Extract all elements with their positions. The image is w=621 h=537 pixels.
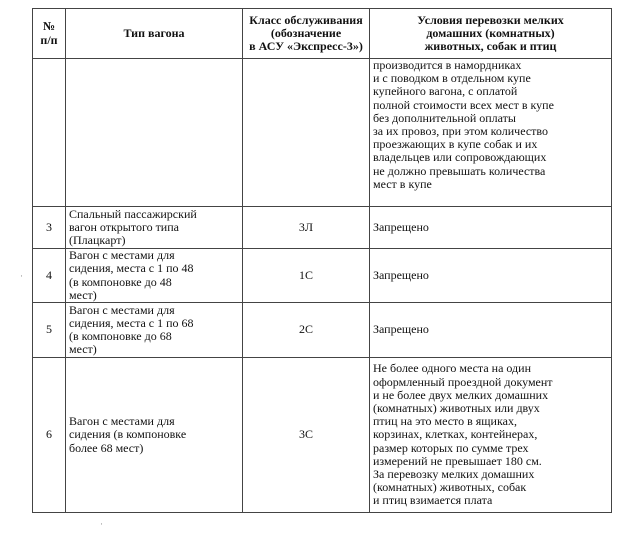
table-row-continuation xyxy=(33,59,612,207)
table-row xyxy=(33,303,612,358)
cell-num: 4 xyxy=(33,249,66,303)
cell-car-type: Вагон с местами для сидения, места с 1 по 48 (в компоновке до 48 мест) xyxy=(66,249,243,303)
cell-num xyxy=(33,59,66,207)
cell-conditions: Не более одного места на один оформленный проездной документ и не более двух мелких домашних (комнатных) животных или двух птиц на это место в ящиках, корзинах, клетках, контейнерах, размер которых по сумме трех измерений не превышает 180 см. За перевозку мелких домашних (комнатных) животных, собак и птиц взимается плата xyxy=(370,358,612,513)
header-conditions: Условия перевозки мелких домашних (комнатных) животных, собак и птиц xyxy=(370,9,612,59)
cell-car-type: Вагон с местами для сидения (в компоновке более 68 мест) xyxy=(66,358,243,513)
cell-conditions: Запрещено xyxy=(370,303,612,358)
cell-service-class: 1С xyxy=(243,249,370,303)
cell-service-class xyxy=(243,59,370,207)
cell-conditions: Запрещено xyxy=(370,249,612,303)
table-header-row xyxy=(33,9,612,59)
header-service-class: Класс обслуживания (обозначение в АСУ «Экспресс-3») xyxy=(243,9,370,59)
table-row xyxy=(33,249,612,303)
table-row xyxy=(33,207,612,249)
cell-car-type: Спальный пассажирский вагон открытого типа (Плацкарт) xyxy=(66,207,243,249)
cell-conditions: Запрещено xyxy=(370,207,612,249)
cell-service-class: 3С xyxy=(243,358,370,513)
header-num: № п/п xyxy=(33,9,66,59)
cell-car-type: Вагон с местами для сидения, места с 1 по 68 (в компоновке до 68 мест) xyxy=(66,303,243,358)
cell-num: 5 xyxy=(33,303,66,358)
cell-service-class: 3Л xyxy=(243,207,370,249)
cell-conditions: производится в намордниках и с поводком в отдельном купе купейного вагона, с оплатой полной стоимости всех мест в купе без дополнительной оплаты за их провоз, при этом количество проезжающих в купе собак и их владельцев или сопровождающих не должно превышать количества мест в купе xyxy=(370,59,612,207)
cell-num: 6 xyxy=(33,358,66,513)
table-row xyxy=(33,358,612,513)
cell-num: 3 xyxy=(33,207,66,249)
cell-service-class: 2С xyxy=(243,303,370,358)
scan-speck: · xyxy=(100,519,103,529)
scan-speck: · xyxy=(20,271,23,281)
header-car-type: Тип вагона xyxy=(66,9,243,59)
cell-car-type xyxy=(66,59,243,207)
pet-transport-table xyxy=(32,8,612,513)
